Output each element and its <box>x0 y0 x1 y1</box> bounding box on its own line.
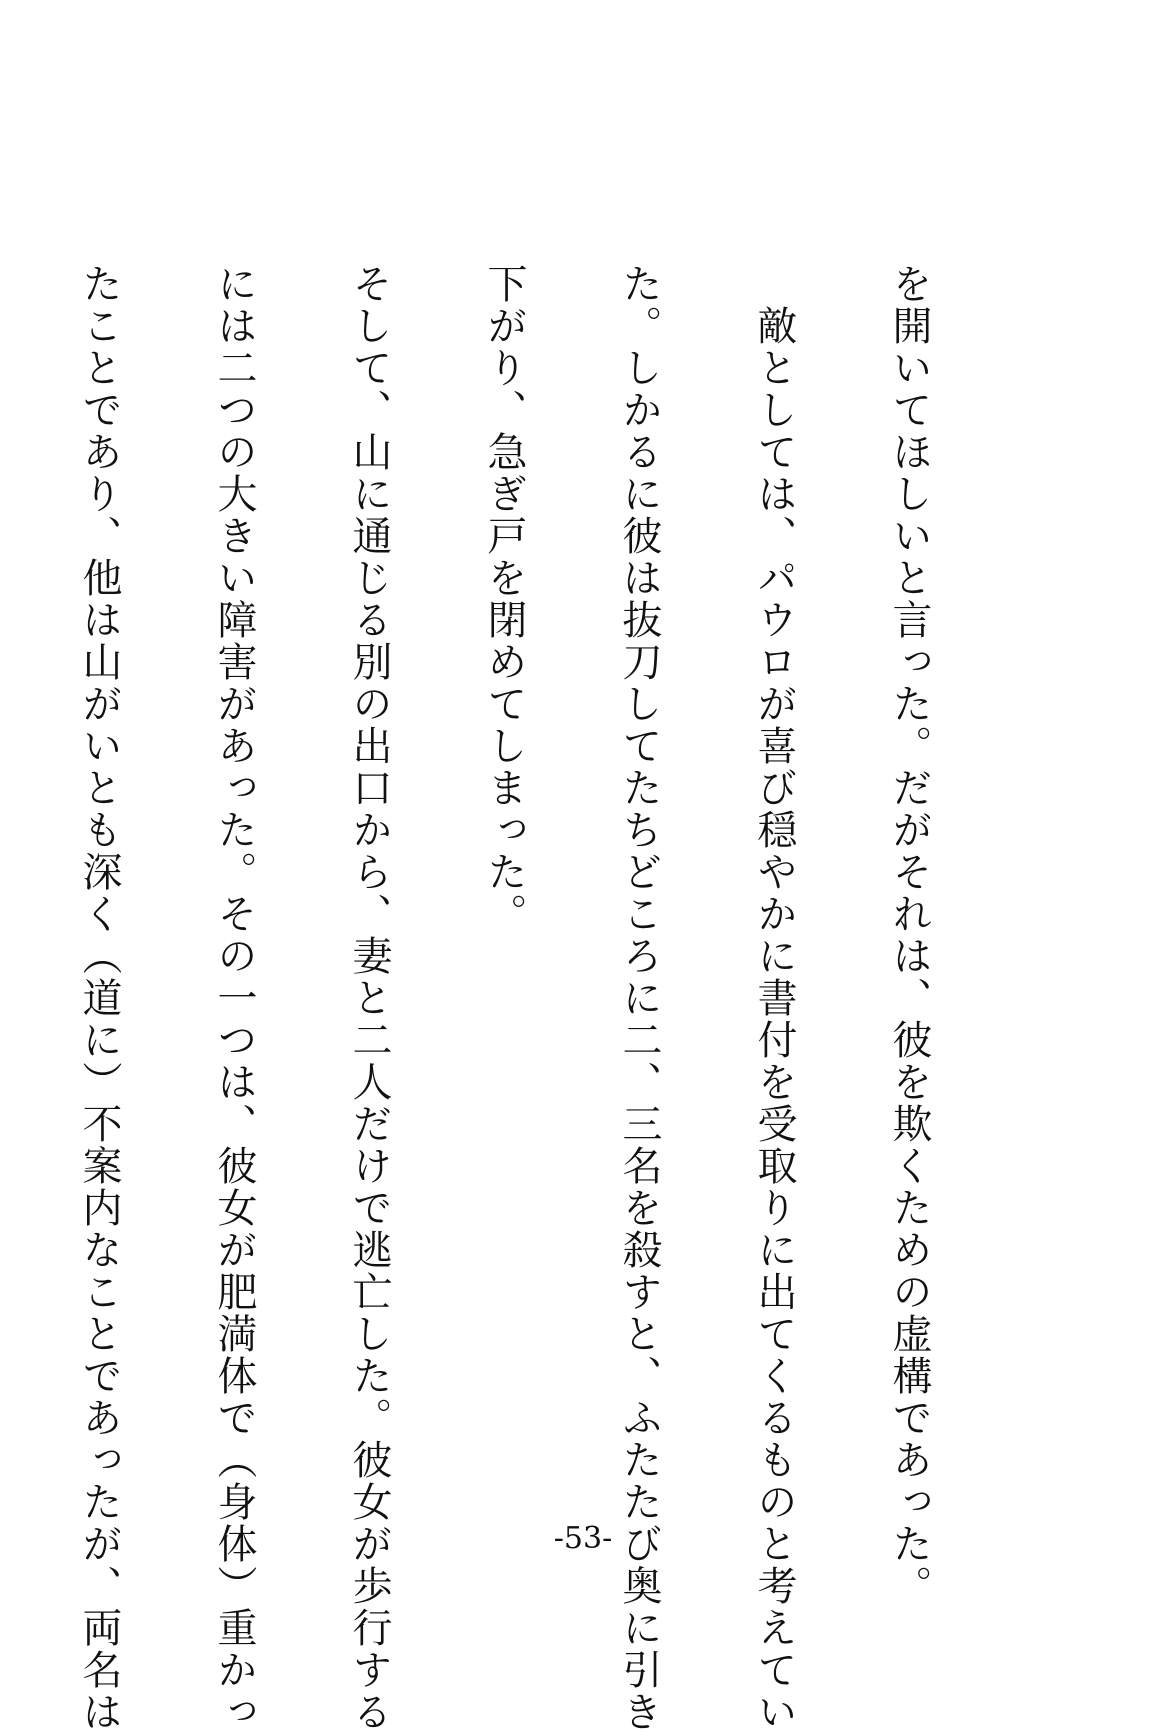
text-line: 下がり、急ぎ戸を閉めてしまった。 <box>481 263 527 935</box>
text-line: たことであり、他は山がいとも深く（道に）不案内なことであったが、両名は <box>76 263 122 1733</box>
text-line: た。しかるに彼は抜刀してたちどころに二、三名を殺すと、ふたたび奥に引き <box>616 263 662 1733</box>
page-number: -53- <box>553 1521 613 1556</box>
text-line: 敵としては、パウロが喜び穏やかに書付を受取りに出てくるものと考えてい <box>751 263 797 1733</box>
text-line: を開いてほしいと言った。だがそれは、彼を欺くための虚構であった。 <box>886 263 932 1607</box>
text-line: には二つの大きい障害があった。その一つは、彼女が肥満体で（身体）重かっ <box>211 263 257 1733</box>
text-line: そして、山に通じる別の出口から、妻と二人だけで逃亡した。彼女が歩行する <box>346 263 392 1733</box>
